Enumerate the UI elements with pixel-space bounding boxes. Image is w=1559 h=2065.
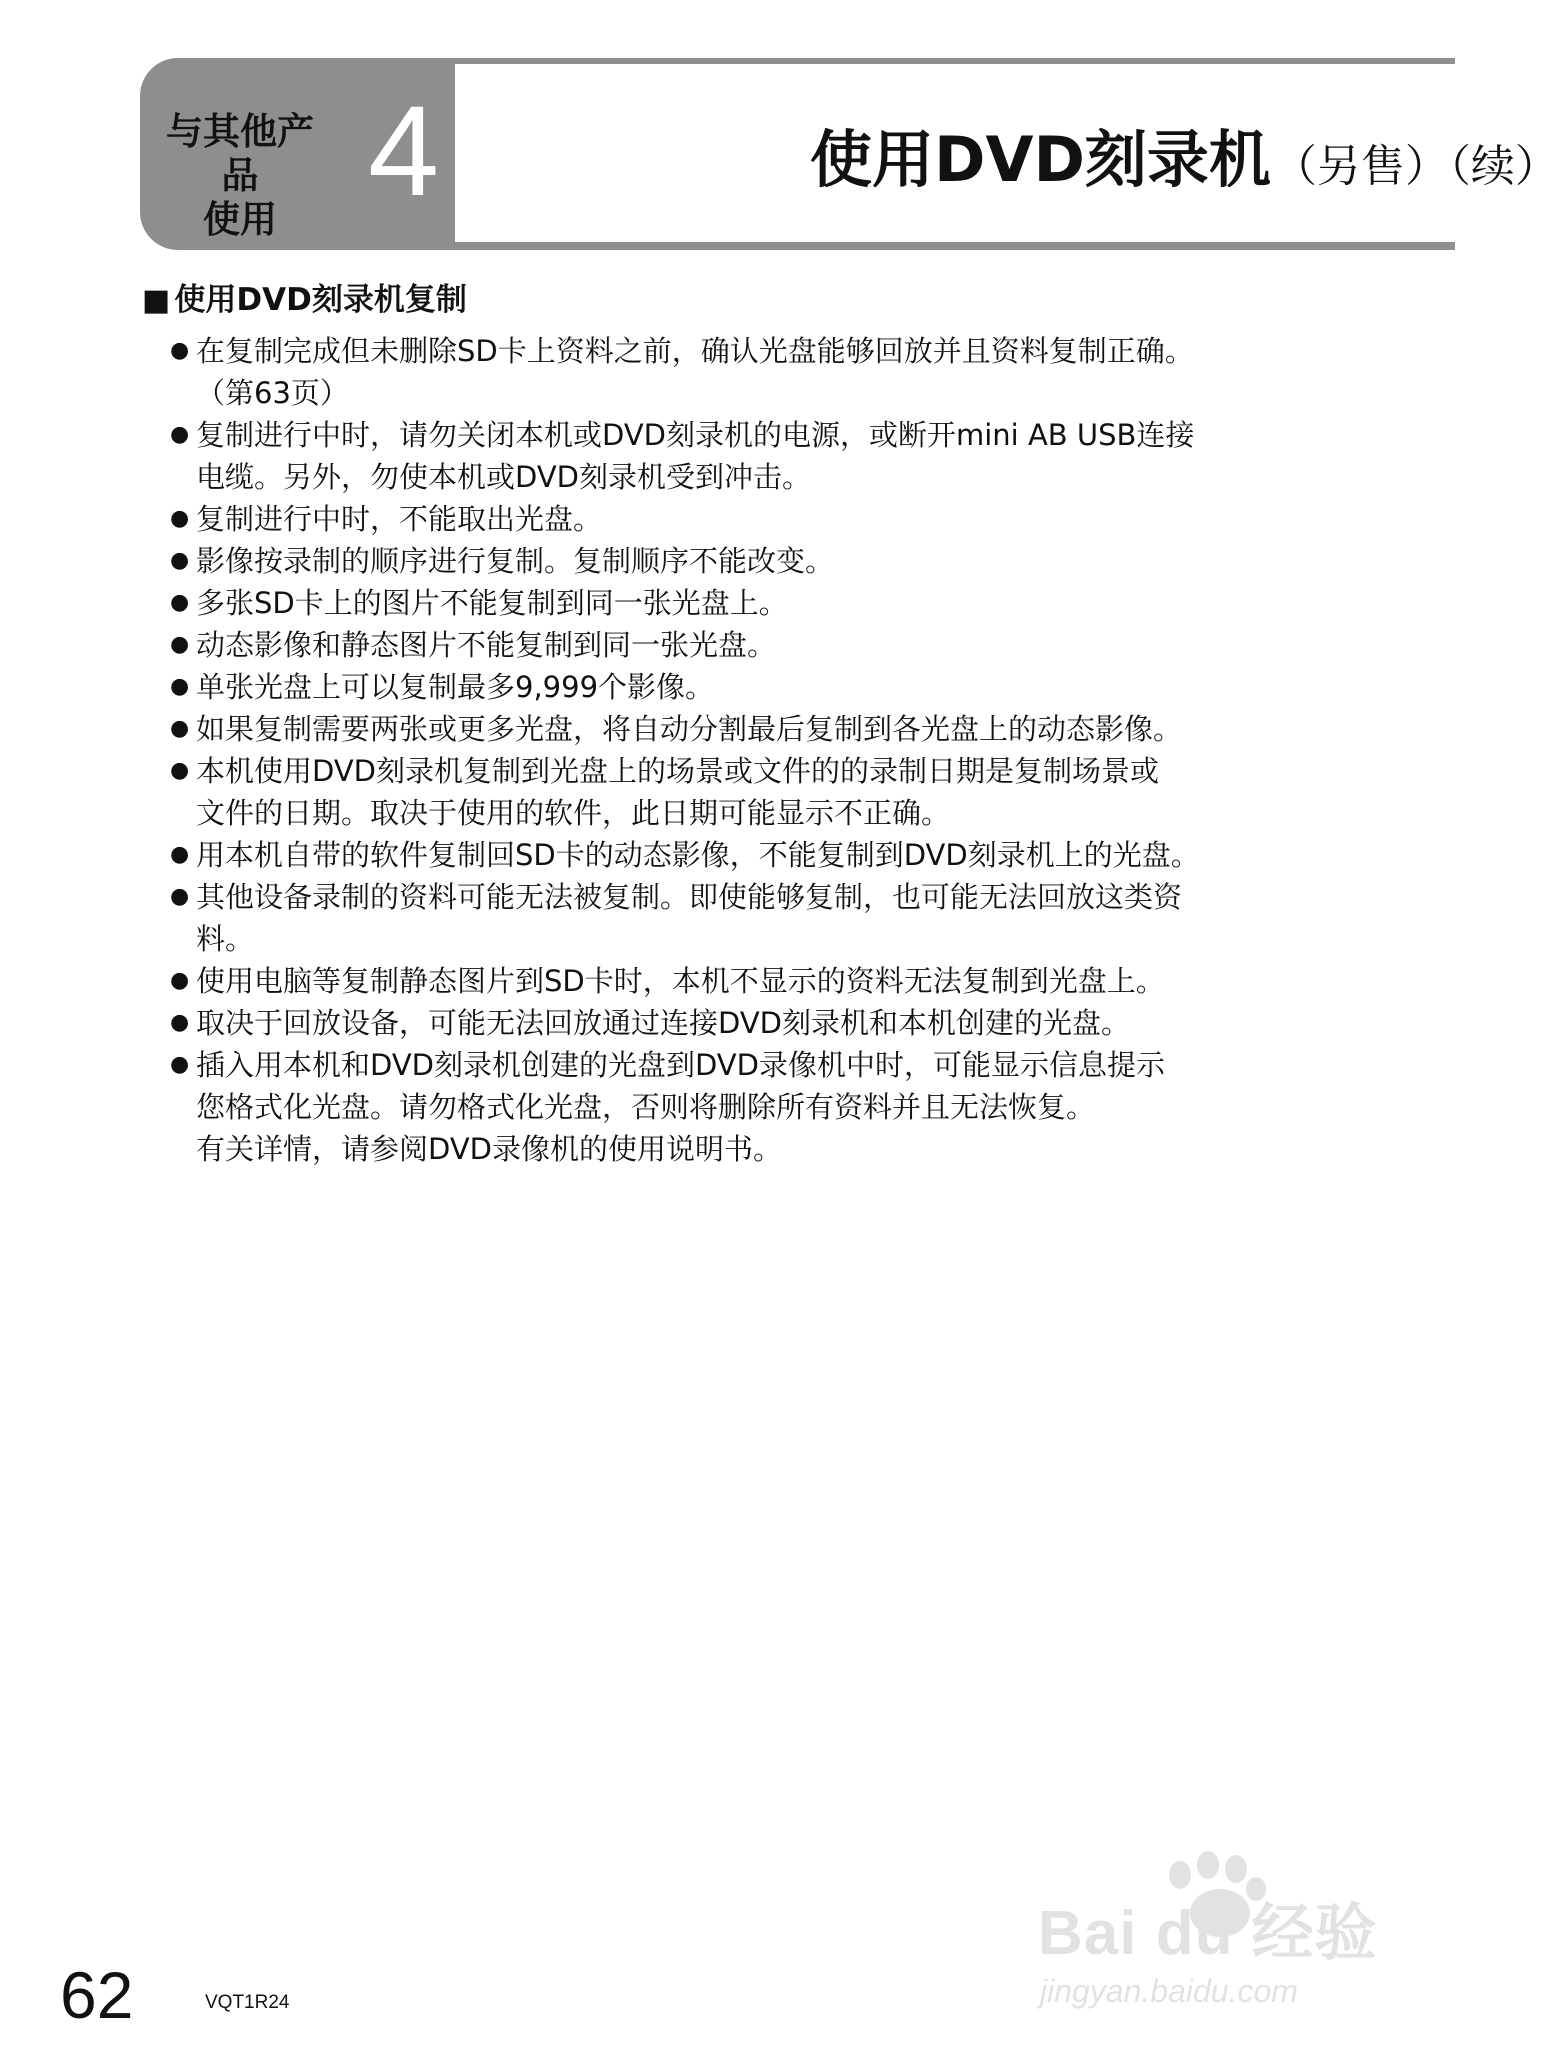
note-list xyxy=(170,330,1350,1170)
note-item xyxy=(170,414,1350,498)
note-item-line: 有关详情，请参阅DVD录像机的使用说明书。 xyxy=(196,1132,782,1166)
note-item-line: ● 影像按录制的顺序进行复制。复制顺序不能改变。 xyxy=(196,544,835,578)
note-item-line: ● 复制进行中时，不能取出光盘。 xyxy=(196,502,603,536)
note-item-line: 您格式化光盘。请勿格式化光盘，否则将删除所有资料并且无法恢复。 xyxy=(196,1090,1096,1124)
note-item xyxy=(170,1002,1350,1044)
note-item-line: ● 插入用本机和DVD刻录机创建的光盘到DVD录像机中时，可能显示信息提示 xyxy=(196,1048,1165,1082)
chapter-tab xyxy=(140,58,455,250)
watermark-url: jingyan.baidu.com xyxy=(1040,1973,1298,2009)
chapter-label-line2: 使用 xyxy=(203,198,277,241)
page-title xyxy=(810,124,1559,203)
note-item xyxy=(170,498,1350,540)
note-item-line: ● 单张光盘上可以复制最多9,999个影像。 xyxy=(196,670,715,704)
note-item-line: （第63页） xyxy=(196,376,349,410)
note-item-line: 文件的日期。取决于使用的软件，此日期可能显示不正确。 xyxy=(196,796,951,830)
note-item xyxy=(170,1044,1350,1170)
note-item-line: ● 复制进行中时，请勿关闭本机或DVD刻录机的电源，或断开mini AB USB连接 xyxy=(196,418,1195,452)
page-number: 62 xyxy=(60,1958,134,2032)
note-item-line: ● 其他设备录制的资料可能无法被复制。即使能够复制，也可能无法回放这类资 xyxy=(196,880,1183,914)
square-bullet-icon: ■ xyxy=(142,283,171,318)
note-item-line: ● 如果复制需要两张或更多光盘，将自动分割最后复制到各光盘上的动态影像。 xyxy=(196,712,1183,746)
note-item-line: ● 本机使用DVD刻录机复制到光盘上的场景或文件的的录制日期是复制场景或 xyxy=(196,754,1159,788)
note-item-line: 料。 xyxy=(196,922,255,956)
page-title-main: 使用DVD刻录机 xyxy=(810,123,1271,196)
note-item-line: ● 取决于回放设备，可能无法回放通过连接DVD刻录机和本机创建的光盘。 xyxy=(196,1006,1130,1040)
note-item xyxy=(170,876,1350,960)
note-item-line: ● 使用电脑等复制静态图片到SD卡时，本机不显示的资料无法复制到光盘上。 xyxy=(196,964,1165,998)
watermark-brand: Bai du 经验 xyxy=(1038,1899,1378,1968)
watermark xyxy=(1030,1845,1430,2025)
note-item xyxy=(170,750,1350,834)
note-item-line: ● 多张SD卡上的图片不能复制到同一张光盘上。 xyxy=(196,586,788,620)
chapter-label-line1: 与其他产品 xyxy=(166,110,314,197)
note-item xyxy=(170,960,1350,1002)
header-bottom-rule xyxy=(455,242,1455,250)
chapter-number: 4 xyxy=(368,80,440,223)
header-title-area xyxy=(455,64,1559,242)
document-code: VQT1R24 xyxy=(205,1992,290,2013)
note-item-line: ● 用本机自带的软件复制回SD卡的动态影像，不能复制到DVD刻录机上的光盘。 xyxy=(196,838,1200,872)
note-item xyxy=(170,834,1350,876)
note-item-line: ● 在复制完成但未删除SD卡上资料之前，确认光盘能够回放并且资料复制正确。 xyxy=(196,334,1194,368)
note-item xyxy=(170,624,1350,666)
chapter-label xyxy=(150,110,330,242)
section-heading-text: 使用DVD刻录机复制 xyxy=(174,282,467,318)
note-item xyxy=(170,582,1350,624)
chapter-header xyxy=(140,58,1559,250)
note-item xyxy=(170,540,1350,582)
note-item xyxy=(170,330,1350,414)
note-item-line: ● 动态影像和静态图片不能复制到同一张光盘。 xyxy=(196,628,777,662)
note-item xyxy=(170,708,1350,750)
page-title-sub: （另售）（续） xyxy=(1272,141,1559,192)
note-item xyxy=(170,666,1350,708)
note-item-line: 电缆。另外，勿使本机或DVD刻录机受到冲击。 xyxy=(196,460,811,494)
section-heading xyxy=(142,278,467,323)
